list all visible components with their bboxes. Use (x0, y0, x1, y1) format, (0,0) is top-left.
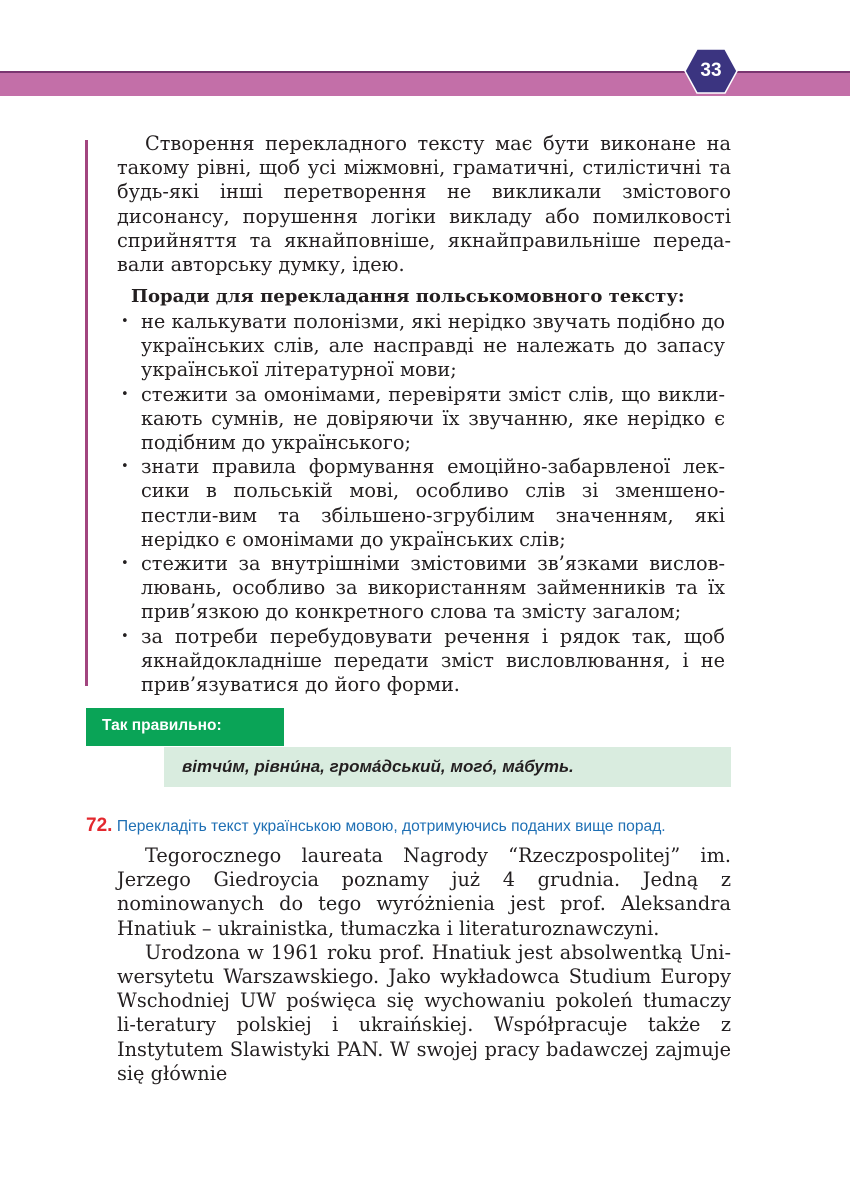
tip-text: стежити за внутрішніми змістовими зв’язками вислов-лювань, особливо за використанням займенників та їх прив’язкою до конкретного слова та змісту загалом; (141, 552, 725, 624)
list-item (117, 383, 725, 456)
tip-text: стежити за омонімами, перевіряти зміст слів, що викли-кають сумнів, не довіряючи їх звучанню, яке нерідко є подібним до українського; (141, 382, 725, 455)
task-number: 72. (86, 815, 113, 836)
list-item (117, 625, 725, 698)
tip-text: за потреби перебудовувати речення і рядок так, щоб якнайдокладніше передати зміст висловлювання, і не прив’язуватися до його форми. (141, 624, 725, 697)
correct-words-box: вітчи́м, рівни́на, грома́дський, могó, ма́буть. (164, 747, 731, 787)
tips-list (117, 310, 725, 697)
tip-text: знати правила формування емоційно-забарвленої лек-сики в польській мові, особливо слів зі зменшено-пестли-вим та збільшено-згрубілим значенням, які нерідко є омонімами до українських слів; (141, 455, 725, 551)
tip-text: не калькувати полонізми, які нерідко звучать подібно до українських слів, але насправді не належать до запасу української літературної мови; (141, 310, 725, 382)
correct-label: Так правильно: (86, 708, 284, 746)
bullet-icon: • (121, 628, 129, 644)
list-item (117, 455, 725, 552)
accent-sidebar-line (85, 140, 88, 686)
bullet-icon: • (121, 556, 129, 572)
list-item (117, 552, 725, 625)
list-item (117, 310, 725, 383)
polish-paragraph: Tegorocznego laureata Nagrody “Rzeczpospolitej” im. Jerzego Giedroycia poznamy już 4 grudnia. Jedną z nominowanych do tego wyróżnienia jest prof. Aleksandra Hnatiuk – ukrainistka, tłumaczka i literaturoznawczyni. (117, 844, 731, 940)
intro-text: Створення перекладного тексту має бути виконане на такому рівні, щоб усі міжмовні, граматичні, стилістичні та будь-які інші перетворення не викликали змістового дисонансу, порушення логіки викладу або помилковості сприйняття та якнайповніше, якнайправильніше переда-вали авторську думку, ідею. (117, 132, 731, 277)
page-number-badge (684, 48, 738, 94)
bullet-icon: • (121, 314, 129, 329)
task-heading (86, 815, 666, 837)
tips-heading: Поради для перекладання польськомовного тексту: (131, 286, 685, 307)
polish-paragraph: Urodzona w 1961 roku prof. Hnatiuk jest absolwentką Uni-wersytetu Warszawskiego. Jako wykładowca Studium Europy Wschodniej UW poświęca się wychowaniu pokoleń tłumaczy li-teratury polskiej i ukraińskiej. Współpracuje także z Instytutem Slawistyki PAN. W swojej pracy badawczej zajmuje się głównie (117, 940, 731, 1085)
task-instruction: Перекладіть текст українською мовою, дотримуючись поданих вище порад. (116, 818, 666, 835)
bullet-icon: • (121, 459, 129, 475)
intro-paragraph (117, 132, 731, 277)
page-number: 33 (700, 60, 722, 81)
bullet-icon: • (121, 386, 129, 402)
polish-text (117, 844, 731, 1086)
